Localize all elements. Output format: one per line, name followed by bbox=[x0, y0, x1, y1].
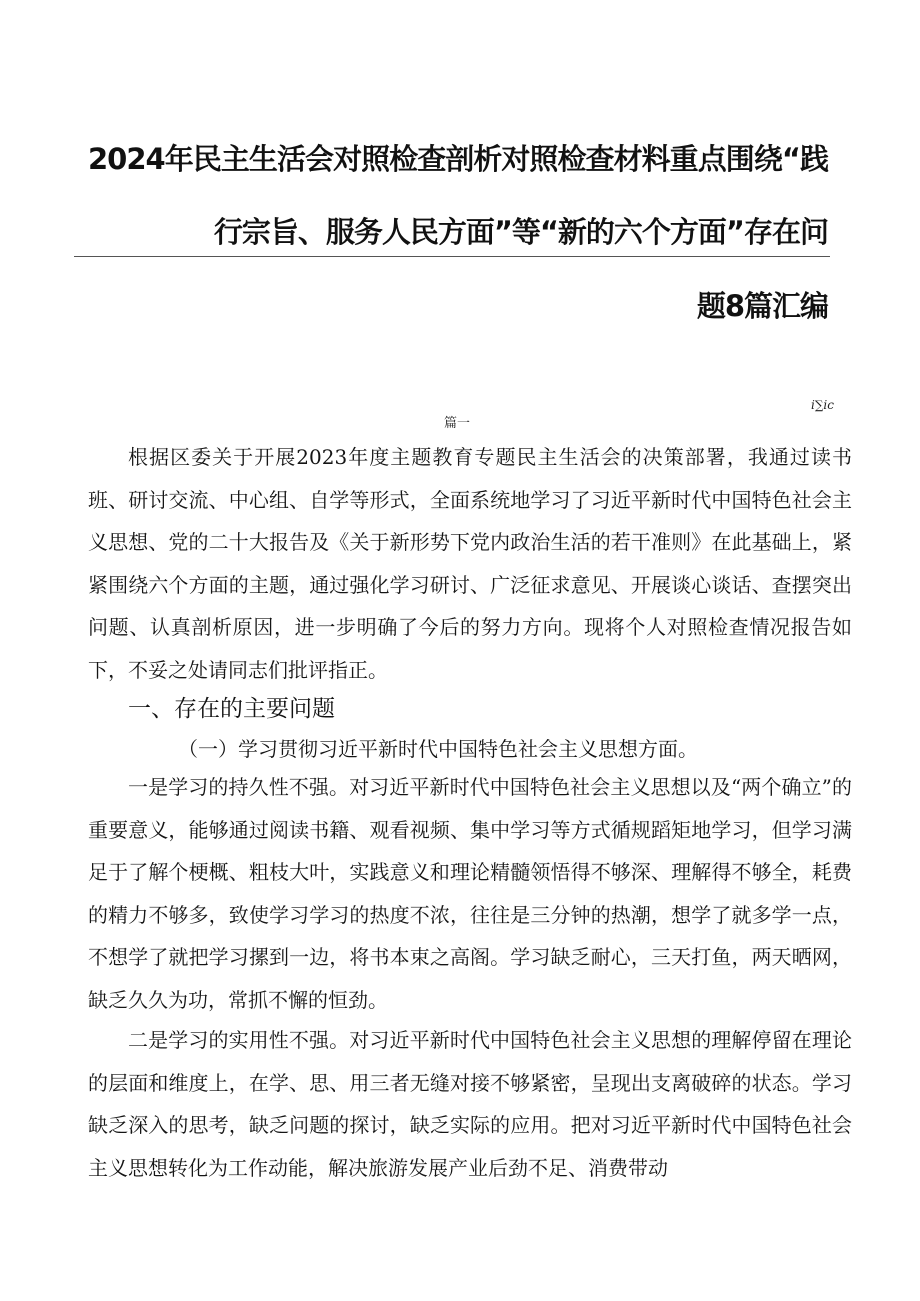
section-label: 篇一 bbox=[444, 416, 471, 431]
title-line-2: 行宗旨、服务人民方面”等“新的六个方面”存在问 bbox=[213, 215, 828, 249]
paragraph-point-2: 二是学习的实用性不强。对习近平新时代中国特色社会主义思想的理解停留在理论的层面和维度上，在学、思、用三者无缝对接不够紧密，呈现出支离破碎的状态。学习缺乏深入的思考，缺乏问题的探讨，缺乏实际的应用。把对习近平新时代中国特色社会主义思想转化为工作动能，解决旅游发展产业后劲不足、消费带动 bbox=[88, 1028, 852, 1180]
title-line-1: 2024年民主生活会对照检查剖析对照检查材料重点围绕“践 bbox=[88, 142, 828, 176]
title-line-3: 题8篇汇编 bbox=[696, 289, 828, 323]
heading-main-problems: 一、存在的主要问题 bbox=[128, 696, 335, 722]
paragraph-point-1: 一是学习的持久性不强。对习近平新时代中国特色社会主义思想以及“两个确立”的重要意义，能够通过阅读书籍、观看视频、集中学习等方式循规蹈矩地学习，但学习满足于了解个梗概、粗枝大叶，实践意义和理论精髓领悟得不够深、理解得不够全，耗费的精力不够多，致使学习学习的热度不浓，往往是三分钟的热潮，想学了就多学一点，不想学了就把学习摞到一边，将书本束之高阁。学习缺乏耐心，三天打鱼，两天晒网，缺乏久久为功，常抓不懈的恒劲。 bbox=[88, 775, 852, 1012]
corner-mark: i∑ic bbox=[811, 398, 834, 412]
paragraph-intro: 根据区委关于开展2023年度主题教育专题民主生活会的决策部署，我通过读书班、研讨交流、中心组、自学等形式，全面系统地学习了习近平新时代中国特色社会主义思想、党的二十大报告及《关于新形势下党内政治生活的若干准则》在此基础上，紧紧围绕六个方面的主题，通过强化学习研讨、广泛征求意见、开展谈心谈话、查摆突出问题、认真剖析原因，进一步明确了今后的努力方向。现将个人对照检查情况报告如下，不妥之处请同志们批评指正。 bbox=[88, 445, 852, 682]
heading-subsection-1: （一）学习贯彻习近平新时代中国特色社会主义思想方面。 bbox=[178, 737, 698, 761]
title-divider bbox=[74, 256, 830, 257]
